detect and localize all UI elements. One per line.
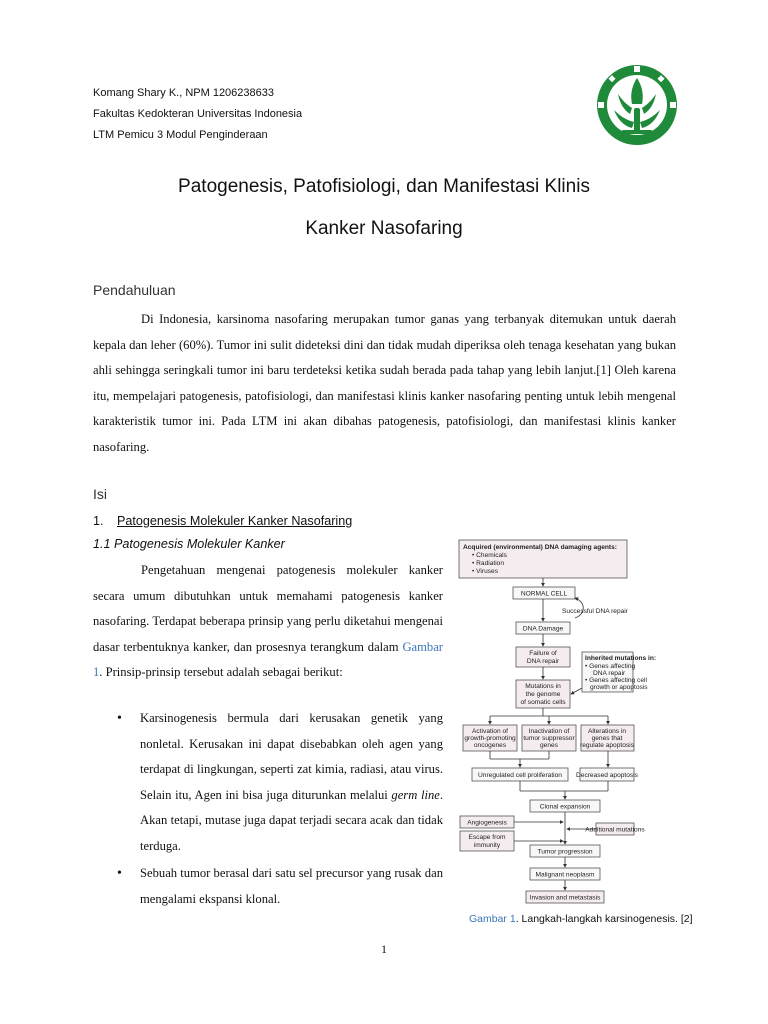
mutations-line: Mutations in [525,683,561,690]
inherited-line: • Genes affecting cell [585,677,647,684]
bullet1-text-part2: . Akan tetapi, mutase juga dapat terjadi secara acak dan tidak terduga. [140,787,443,853]
alterations-line: Alterations in [587,728,627,735]
escape-line: immunity [473,842,501,849]
clonal-label: Clonal expansion [539,803,591,811]
inherited-line: DNA repair [593,670,626,677]
page-title-line2: Kanker Nasofaring [305,218,463,239]
module-line: LTM Pemicu 3 Modul Penginderaan [93,129,268,141]
author-line: Komang Shary K., NPM 1206238633 [93,87,275,99]
list-item [116,861,443,912]
bullet2-text: Sebuah tumor berasal dari satu sel precursor yang rusak dan mengalami ekspansi klonal. [140,866,443,906]
agent-item: • Radiation [472,560,504,567]
escape-line: Escape from [468,834,506,841]
dna-damage-label: DNA Damage [522,625,564,633]
mutations-line: of somatic cells [520,699,566,706]
agents-title: Acquired (environmental) DNA damaging agents: [463,544,617,551]
intro-paragraph: Di Indonesia, karsinoma nasofaring merupakan tumor ganas yang terbanyak ditemukan untuk daerah kepala dan leher (60%). Tumor ini sulit dideteksi dini dan tidak mudah diperiksa oleh tenaga kesehatan yang bukan ahli sehingga seringkali tumor ini baru terdeteksi ketika sudah berada pada tahap yang lebih lanjut.[1] Oleh karena itu, mempelajari patogenesis, patofisiologi, dan manifestasi klinis kanker nasofaring penting untuk lebih mengenal karakteristik tumor ini. Pada LTM ini akan dibahas patogenesis, patofisiologi, dan manifestasi klinis kanker nasofaring. [93,312,676,454]
principles-list [116,706,443,912]
body-paragraph [93,558,443,686]
activation-line: Activation of [472,728,508,735]
list-item [116,706,443,859]
invasion-label: Invasion and metastasis [529,894,601,902]
body-text-part1: Pengetahuan mengenai patogenesis molekuler kanker secara umum dibutuhkan untuk memahami patogenesis kanker nasofaring. Terdapat beberapa prinsip yang perlu diketahui mengenai dasar terbentuknya kanker, dan prosesnya terangkum dalam [93,563,443,654]
inactivation-line: Inactivation of [528,728,570,735]
activation-line: oncogenes [473,742,507,749]
carcinogenesis-diagram [458,538,657,906]
failure-repair-label: DNA repair [526,658,560,665]
decreased-apoptosis-label: Decreased apoptosis [576,772,638,779]
body-text-part2: . Prinsip-prinsip tersebut adalah sebagai berikut: [99,665,343,679]
isi-heading: Isi [93,486,107,502]
activation-line: growth-promoting [464,735,516,742]
successful-repair-label: Successful DNA repair [562,608,628,615]
unregulated-label: Unregulated cell proliferation [478,772,562,779]
additional-label: Additional mutations [585,826,645,834]
subsubsection-title: 1.1 Patogenesis Molekuler Kanker [93,537,285,551]
angiogenesis-label: Angiogenesis [467,819,507,827]
alterations-line: regulate apoptosis [580,742,634,749]
alterations-line: genes that [591,735,623,742]
inherited-title: Inherited mutations in: [585,655,657,662]
mutations-line: the genome [525,691,561,698]
subsection-title: Patogenesis Molekuler Kanker Nasofaring [117,514,353,528]
page-number: 1 [381,942,387,956]
bullet1-text-part1: Karsinogenesis bermula dari kerusakan genetik yang nonletal. Kerusakan ini dapat disebabkan oleh agen yang terdapat di lingkungan, seperti zat kimia, radiasi, atau virus. Selain itu, Agen ini bisa juga diturunkan melalui [140,711,443,802]
progression-label: Tumor progression [537,848,593,856]
university-logo [596,64,678,146]
faculty-line: Fakultas Kedokteran Universitas Indonesia [93,108,303,120]
intro-heading: Pendahuluan [93,282,176,298]
figure-caption-label: Gambar 1 [469,913,516,925]
subsection-heading [93,514,352,528]
figure-caption-text: . Langkah-langkah karsinogenesis. [2] [515,913,693,925]
inherited-line: growth or apoptosis [590,684,648,691]
subsection-number: 1. [93,514,104,528]
malignant-label: Malignant neoplasm [535,871,595,879]
agent-item: • Chemicals [472,552,507,559]
inactivation-line: genes [540,742,558,749]
normal-cell-label: NORMAL CELL [520,590,568,598]
inactivation-line: tumor suppressor [523,735,575,742]
page-title-line1: Patogenesis, Patofisiologi, dan Manifestasi Klinis [178,176,590,197]
figure-reference-link[interactable]: Gambar 1 [93,639,443,679]
inherited-line: • Genes affecting [585,663,636,670]
figure-caption [469,913,693,925]
agent-item: • Viruses [472,568,499,575]
bullet1-emphasis: germ line [391,787,440,802]
failure-repair-label: Failure of [529,650,557,657]
